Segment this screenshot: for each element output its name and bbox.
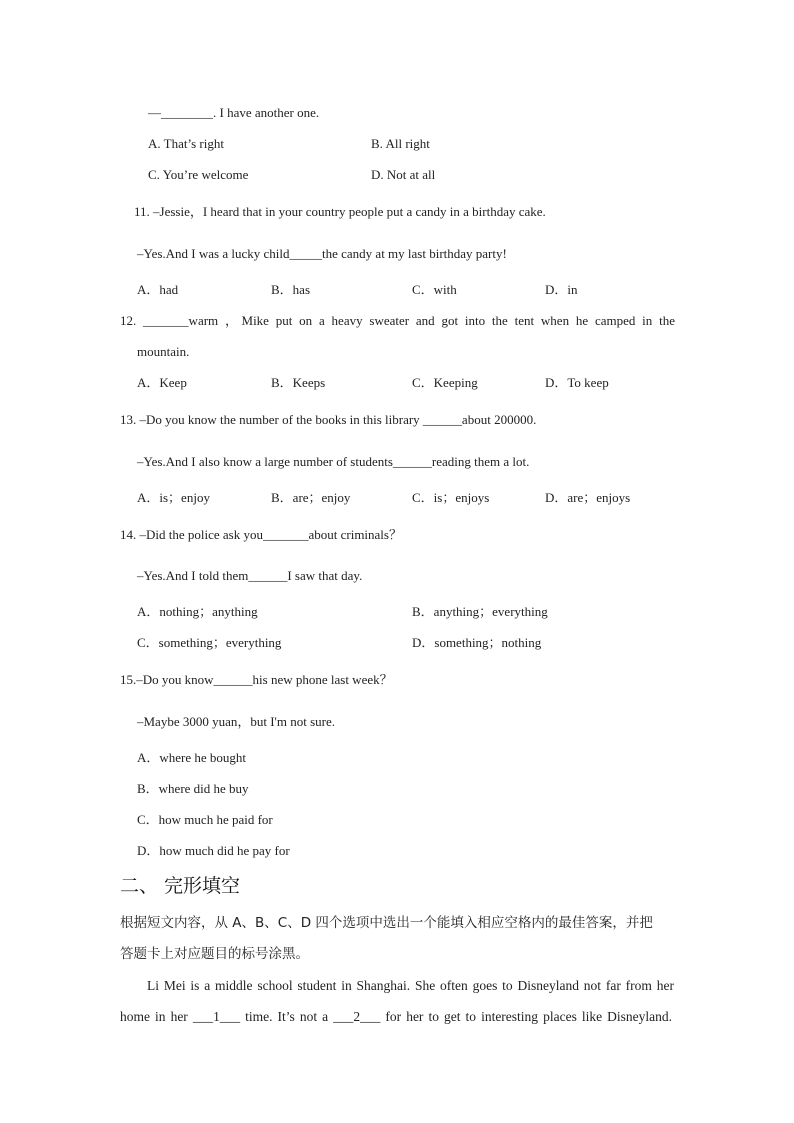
q11-option-b: B．has — [271, 282, 311, 297]
q11-option-c: C．with — [412, 282, 457, 297]
q11-reply: –Yes.And I was a lucky child_____the candy at my last birthday party! — [137, 246, 507, 261]
q14-option-d: D．something；nothing — [412, 635, 542, 650]
q15-stem: 15.–Do you know______his new phone last week？ — [120, 672, 393, 687]
q10-prompt: —________. I have another one. — [148, 105, 320, 120]
q15-option-a: A．where he bought — [137, 750, 247, 765]
q14-reply: –Yes.And I told them______I saw that day. — [137, 568, 363, 583]
q10-option-d: D. Not at all — [371, 167, 436, 182]
q14-option-b: B．anything；everything — [412, 604, 548, 619]
q13-option-c: C．is；enjoys — [412, 490, 490, 505]
q10-option-a: A. That’s right — [148, 136, 224, 151]
section-instruction-line1: 根据短文内容，从 A、B、C、D 四个选项中选出一个能填入相应空格内的最佳答案，并把 — [120, 915, 653, 931]
q13-reply: –Yes.And I also know a large number of students______reading them a lot. — [137, 454, 530, 469]
section-heading: 二、 完形填空 — [120, 875, 241, 897]
q14-option-c: C．something；everything — [137, 635, 282, 650]
q15-option-b: B．where did he buy — [137, 781, 249, 796]
q12-option-d: D．To keep — [545, 375, 609, 390]
q14-option-a: A．nothing；anything — [137, 604, 258, 619]
passage-line2: home in her ___1___ time. It’s not a ___2___ for her to get to interesting places like Disneyland. — [120, 1009, 672, 1024]
passage-line1: Li Mei is a middle school student in Shanghai. She often goes to Disneyland not far from her — [147, 978, 674, 993]
q11-stem: 11. –Jessie，I heard that in your country people put a candy in a birthday cake. — [134, 204, 546, 219]
q12-option-c: C．Keeping — [412, 375, 478, 390]
q15-option-c: C．how much he paid for — [137, 812, 273, 827]
q14-stem: 14. –Did the police ask you_______about criminals？ — [120, 527, 402, 542]
q13-stem: 13. –Do you know the number of the books in this library ______about 200000. — [120, 412, 537, 427]
q10-option-c: C. You’re welcome — [148, 167, 249, 182]
q10-option-b: B. All right — [371, 136, 430, 151]
q13-option-b: B．are；enjoy — [271, 490, 351, 505]
q11-option-a: A．had — [137, 282, 179, 297]
q11-option-d: D．in — [545, 282, 578, 297]
section-instruction-line2: 答题卡上对应题目的标号涂黑。 — [120, 946, 309, 962]
q13-option-a: A．is；enjoy — [137, 490, 210, 505]
q12-stem: 12. _______warm ，Mike put on a heavy sweater and got into the tent when he camped in the — [120, 313, 675, 328]
q12-option-a: A．Keep — [137, 375, 187, 390]
q12-stem-continued: mountain. — [137, 344, 190, 359]
q13-option-d: D．are；enjoys — [545, 490, 631, 505]
q15-option-d: D．how much did he pay for — [137, 843, 290, 858]
q12-option-b: B．Keeps — [271, 375, 326, 390]
q15-reply: –Maybe 3000 yuan，but I'm not sure. — [137, 714, 336, 729]
